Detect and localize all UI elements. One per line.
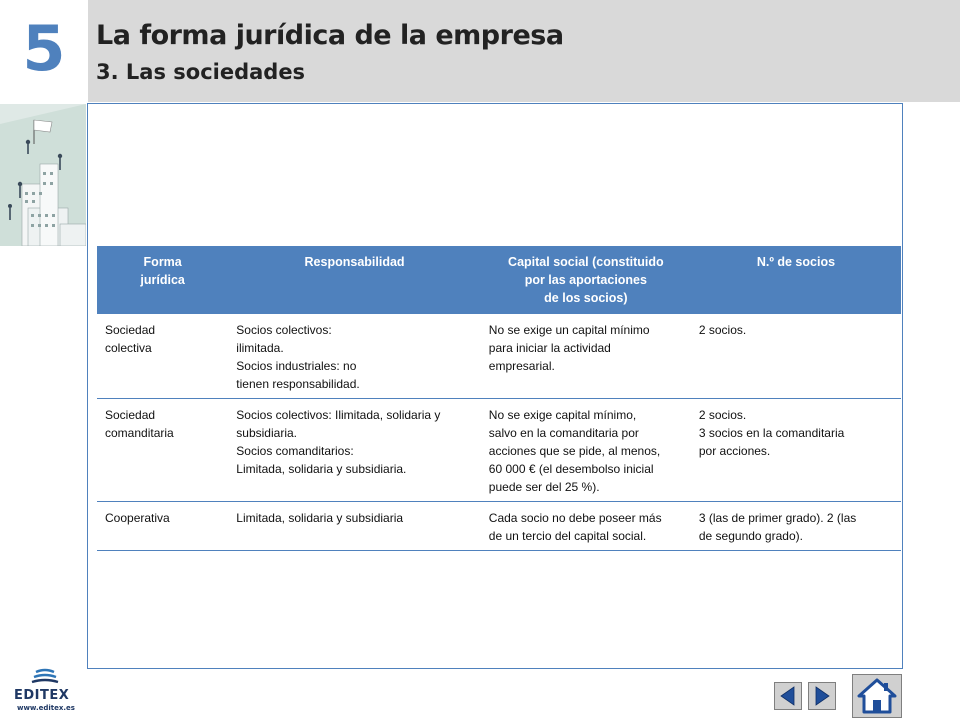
chapter-number: 5 bbox=[22, 12, 66, 85]
brand-url: www.editex.es bbox=[17, 704, 75, 712]
table-row bbox=[97, 314, 901, 399]
page-title: La forma jurídica de la empresa bbox=[96, 20, 564, 51]
page-subtitle: 3. Las sociedades bbox=[96, 60, 306, 84]
header-band bbox=[88, 0, 960, 102]
company-forms-table bbox=[97, 246, 901, 551]
table-cell: Cada socio no debe poseer más de un tercio del capital social. bbox=[481, 502, 691, 551]
brand-name: EDITEX bbox=[14, 688, 70, 703]
table-row bbox=[97, 502, 901, 551]
table-cell: Socios colectivos: Ilimitada, solidaria y subsidiaria. Socios comanditarios: Limitada, solidaria y subsidiaria. bbox=[228, 399, 481, 502]
table-header-row bbox=[97, 246, 901, 314]
house-icon bbox=[853, 675, 901, 717]
next-button[interactable] bbox=[808, 682, 836, 710]
table-cell: Limitada, solidaria y subsidiaria bbox=[228, 502, 481, 551]
home-button[interactable] bbox=[852, 674, 902, 718]
table-cell: No se exige un capital mínimo para iniciar la actividad empresarial. bbox=[481, 314, 691, 399]
table-cell: Cooperativa bbox=[97, 502, 228, 551]
header-capital-social: Capital social (constituido por las aportaciones de los socios) bbox=[481, 246, 691, 314]
table-cell: Sociedad comanditaria bbox=[97, 399, 228, 502]
chapter-box bbox=[0, 0, 88, 102]
header-responsabilidad: Responsabilidad bbox=[228, 246, 481, 314]
triangle-right-icon bbox=[809, 683, 835, 709]
table-cell: 2 socios. 3 socios en la comanditaria por acciones. bbox=[691, 399, 901, 502]
triangle-left-icon bbox=[775, 683, 801, 709]
side-illustration bbox=[0, 104, 86, 246]
table-cell: No se exige capital mínimo, salvo en la comanditaria por acciones que se pide, al menos, 60 000 € (el desembolso inicial puede ser del 25 %). bbox=[481, 399, 691, 502]
previous-button[interactable] bbox=[774, 682, 802, 710]
table-cell: Sociedad colectiva bbox=[97, 314, 228, 399]
table-row bbox=[97, 399, 901, 502]
header-forma-juridica: Forma jurídica bbox=[97, 246, 228, 314]
table-cell: Socios colectivos: ilimitada. Socios industriales: no tienen responsabilidad. bbox=[228, 314, 481, 399]
header-numero-socios: N.º de socios bbox=[691, 246, 901, 314]
table-cell: 2 socios. bbox=[691, 314, 901, 399]
table-cell: 3 (las de primer grado). 2 (las de segundo grado). bbox=[691, 502, 901, 551]
